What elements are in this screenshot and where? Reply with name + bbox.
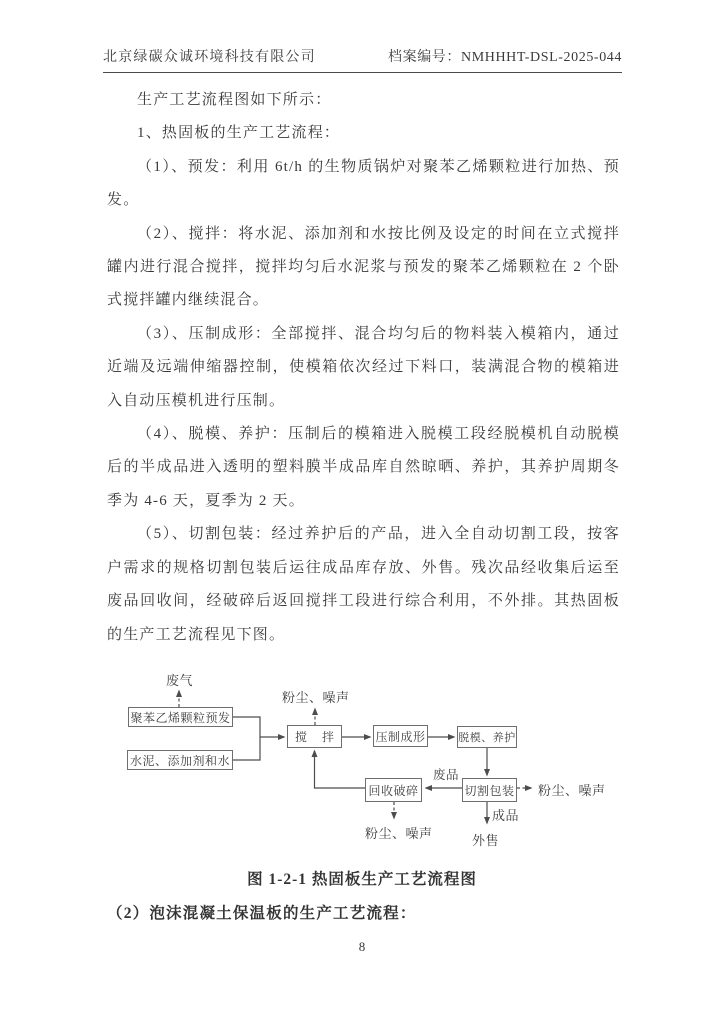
archive-number: 档案编号：NMHHHT-DSL-2025-044	[388, 50, 622, 65]
paragraph-intro: 生产工艺流程图如下所示：	[137, 92, 332, 108]
body-text	[107, 84, 620, 652]
sold-label: 外售	[472, 833, 500, 848]
flow-node-cutting-packing: 切割包装	[462, 778, 517, 802]
paragraph-step-1: （1）、预发：利用 6t/h 的生物质锅炉对聚苯乙烯颗粒进行加热、预发。	[107, 158, 620, 209]
paragraph-step-2: （2）、搅拌：将水泥、添加剂和水按比例及设定的时间在立式搅拌罐内进行混合搅拌，搅拌均匀后水泥浆与预发的聚苯乙烯颗粒在 2 个卧式搅拌罐内继续混合。	[107, 225, 620, 309]
figure-caption: 图 1-2-1 热固板生产工艺流程图	[247, 871, 477, 888]
finished-product-label: 成品	[492, 808, 520, 823]
flow-node-recycle-crushing: 回收破碎	[365, 778, 422, 802]
flow-connectors	[0, 660, 724, 860]
flow-node-demolding-curing: 脱模、养护	[457, 726, 517, 748]
paragraph-section-1: 1、热固板的生产工艺流程：	[137, 125, 341, 142]
paragraph-step-4: （4）、脱模、养护：压制后的模箱进入脱模工段经脱模机自动脱模后的半成品进入透明的塑料膜半成品库自然晾晒、养护，其养护周期冬季为 4-6 天，夏季为 2 天。	[107, 426, 620, 509]
waste-gas-label: 废气	[166, 673, 194, 688]
dust-noise-label-recycling: 粉尘、噪声	[365, 826, 433, 841]
flow-node-prefoaming: 聚苯乙烯颗粒预发	[128, 707, 233, 727]
scrap-label: 废品	[433, 768, 460, 782]
dust-noise-label-mixing: 粉尘、噪声	[282, 690, 350, 705]
page-number: 8	[358, 939, 366, 954]
company-name: 北京绿碳众诚环境科技有限公司	[103, 50, 316, 65]
next-section-heading: （2）泡沫混凝土保温板的生产工艺流程：	[107, 905, 417, 922]
flow-node-mixing: 搅 拌	[287, 725, 342, 748]
paragraph-step-3: （3）、压制成形：全部搅拌、混合均匀后的物料装入模箱内，通过近端及远端伸缩器控制，使模箱依次经过下料口，装满混合物的模箱进入自动压模机进行压制。	[107, 325, 620, 409]
process-flow-diagram	[0, 660, 724, 860]
flow-node-press-forming: 压制成形	[373, 725, 428, 747]
page-header	[103, 46, 622, 73]
dust-noise-label-cutting: 粉尘、噪声	[538, 783, 606, 798]
paragraph-step-5: （5）、切割包装：经过养护后的产品，进入全自动切割工段，按客户需求的规格切割包装后运往成品库存放、外售。残次品经收集后运至废品回收间，经破碎后返回搅拌工段进行综合利用，不外排。其热固板的生产工艺流程见下图。	[107, 526, 620, 643]
flow-node-materials: 水泥、添加剂和水	[127, 750, 233, 770]
